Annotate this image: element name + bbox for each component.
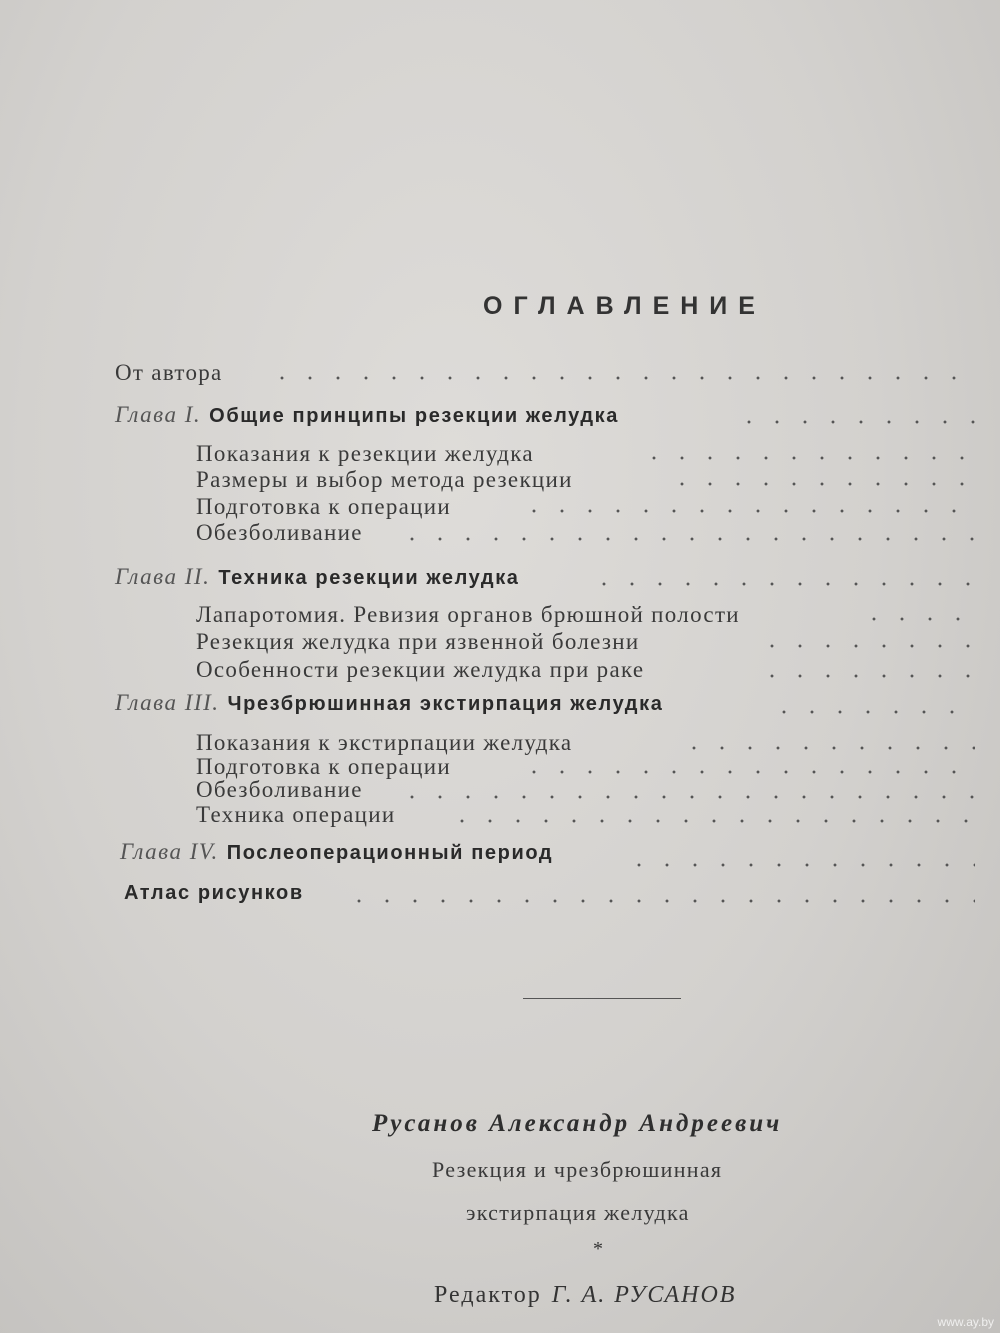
toc-chapter-2 — [115, 563, 520, 591]
dot-leader — [590, 582, 975, 586]
section-title: Размеры и выбор метода резекции — [196, 467, 573, 492]
toc-chapter-3 — [115, 689, 663, 717]
toc-section — [196, 519, 363, 547]
section-title: Обезболивание — [196, 777, 363, 802]
dot-leader — [680, 746, 975, 750]
toc-chapter-4 — [120, 838, 553, 866]
toc-entry-label: Атлас рисунков — [124, 882, 304, 904]
toc-section — [196, 466, 573, 494]
toc-entry-label: От автора — [115, 360, 223, 385]
chapter-title: Послеоперационный период — [226, 842, 554, 864]
toc-section — [196, 440, 534, 468]
toc-chapter-1 — [115, 401, 619, 429]
toc-section — [196, 601, 740, 629]
dot-leader — [758, 674, 975, 678]
section-title: Показания к экстирпации желудка — [196, 730, 573, 755]
dot-leader — [668, 482, 975, 486]
separator-asterisk: * — [593, 1238, 603, 1260]
chapter-label: Глава IV. — [120, 839, 219, 864]
dot-leader — [520, 509, 975, 513]
toc-section — [196, 628, 640, 656]
dot-leader — [398, 537, 975, 541]
section-title: Особенности резекции желудка при раке — [196, 657, 645, 682]
book-title-line-1: Резекция и чрезбрюшинная — [432, 1157, 723, 1182]
dot-leader — [345, 899, 975, 903]
dot-leader — [860, 617, 975, 621]
dot-leader — [770, 710, 975, 714]
chapter-title: Чрезбрюшинная экстирпация желудка — [227, 693, 664, 715]
toc-section — [196, 776, 363, 804]
section-title: Подготовка к операции — [196, 494, 451, 519]
dot-leader — [398, 795, 975, 799]
dot-leader — [735, 420, 975, 424]
chapter-label: Глава II. — [115, 564, 211, 589]
dot-leader — [758, 644, 975, 648]
dot-leader — [625, 863, 975, 867]
section-title: Подготовка к операции — [196, 754, 451, 779]
chapter-title: Общие принципы резекции желудка — [209, 405, 620, 427]
toc-section — [196, 493, 451, 521]
toc-heading: ОГЛАВЛЕНИЕ — [483, 292, 766, 320]
section-title: Техника операции — [196, 802, 396, 827]
dot-leader — [268, 376, 968, 380]
toc-entry-preface — [115, 359, 223, 387]
section-title: Резекция желудка при язвенной болезни — [196, 629, 640, 654]
section-title: Обезболивание — [196, 520, 363, 545]
author-name: Русанов Александр Андреевич — [372, 1110, 783, 1137]
watermark: www.ay.by — [937, 1315, 994, 1329]
chapter-label: Глава III. — [115, 690, 220, 715]
editor-label: Редактор — [434, 1282, 542, 1308]
editor-name: Г. А. РУСАНОВ — [551, 1282, 737, 1308]
chapter-label: Глава I. — [115, 402, 202, 427]
dot-leader — [640, 456, 975, 460]
toc-section — [196, 656, 644, 684]
dot-leader — [448, 819, 975, 823]
toc-section — [196, 801, 395, 829]
book-title-line-2: экстирпация желудка — [466, 1200, 690, 1225]
section-title: Показания к резекции желудка — [196, 441, 534, 466]
toc-entry-atlas — [124, 878, 304, 906]
editor-line — [434, 1282, 736, 1309]
dot-leader — [520, 770, 975, 774]
chapter-title: Техника резекции желудка — [218, 567, 520, 589]
section-divider — [523, 998, 681, 999]
section-title: Лапаротомия. Ревизия органов брюшной полости — [196, 602, 740, 627]
